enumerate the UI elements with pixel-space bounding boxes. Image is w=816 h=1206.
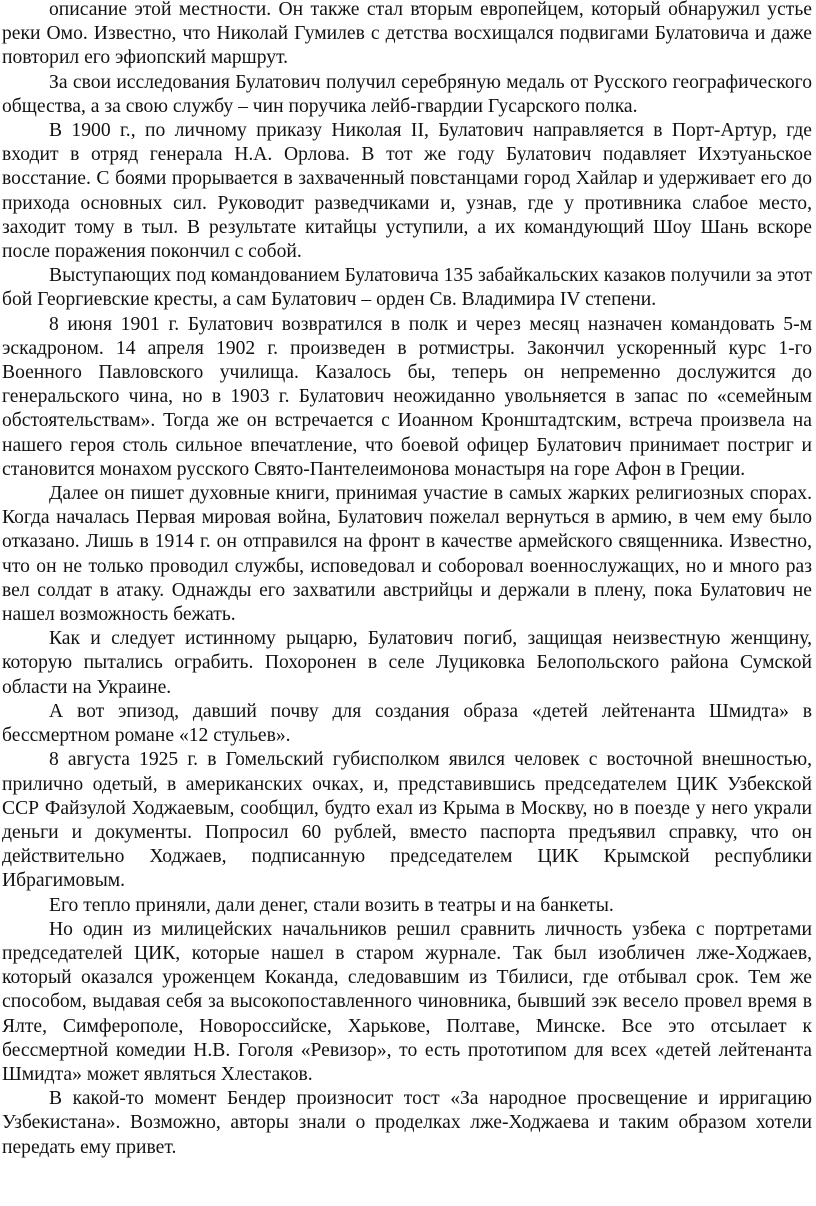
paragraph-6: Далее он пишет духовные книги, принимая участие в самых жарких религиозных спорах. Когда началась Первая мировая война, Булатович пожелал вернуться в армию, в чем ему было отказано. Лишь в 1914 г. он отправился на фронт в качестве армейского священника. Известно, что он не только проводил службы, исповедовал и соборовал военнослужащих, но и много раз вел солдат в атаку. Однажды его захватили австрийцы и держали в плену, пока Булатович не нашел возможность бежать. xyxy=(2,483,812,626)
paragraph-9: 8 августа 1925 г. в Гомельский губисполком явился человек с восточной внешностью, прилично одетый, в американских очках, и, представившись председателем ЦИК Узбекской ССР Файзулой Ходжаевым, сообщил, будто ехал из Крыма в Москву, но в поезде у него украли деньги и документы. Попросил 60 рублей, вместо паспорта предъявил справку, что он действительно Ходжаев, подписанную председателем ЦИК Крымской республики Ибрагимовым. xyxy=(2,749,812,892)
paragraph-3: В 1900 г., по личному приказу Николая II, Булатович направляется в Порт-Артур, где входит в отряд генерала Н.А. Орлова. В тот же году Булатович подавляет Ихэтуаньское восстание. С боями прорывается в захваченный повстанцами город Хайлар и удерживает его до прихода основных сил. Руководит разведчиками и, узнав, где у противника слабое место, заходит тому в тыл. В результате китайцы уступили, а их командующий Шоу Шань вскоре после поражения покончил с собой. xyxy=(2,120,812,263)
paragraph-10: Его тепло приняли, дали денег, стали возить в театры и на банкеты. xyxy=(49,894,614,916)
paragraph-8: А вот эпизод, давший почву для создания образа «детей лейтенанта Шмидта» в бессмертном романе «12 стульев». xyxy=(2,700,812,747)
paragraph-12: В какой-то момент Бендер произносит тост «За народное просвещение и ирригацию Узбекистана». Возможно, авторы знали о проделках лже-Ходжаева и таким образом хотели передать ему привет. xyxy=(2,1088,812,1158)
paragraph-7: Как и следует истинному рыцарю, Булатович погиб, защищая неизвестную женщину, которую пытались ограбить. Похоронен в селе Луциковка Белопольского района Сумской области на Украине. xyxy=(2,628,812,698)
paragraph-11: Но один из милицейских начальников решил сравнить личность узбека с портретами председателей ЦИК, которые нашел в старом журнале. Так был изобличен лже-Ходжаев, который оказался уроженцем Коканда, следовавшим из Тбилиси, где отбывал срок. Тем же способом, выдавая себя за высокопоставленного чиновника, бывший зэк весело провел время в Ялте, Симферополе, Новороссийске, Харькове, Полтаве, Минске. Все это отсылает к бессмертной комедии Н.В. Гоголя «Ревизор», то есть прототипом для всех «детей лейтенанта Шмидта» может являться Хлестаков. xyxy=(2,918,812,1085)
paragraph-4: Выступающих под командованием Булатовича 135 забайкальских казаков получили за этот бой Георгиевские кресты, а сам Булатович – орден Св. Владимира IV степени. xyxy=(2,265,812,311)
paragraph-2: За свои исследования Булатович получил серебряную медаль от Русского географического общества, а за свою службу – чин поручика лейб-гвардии Гусарского полка. xyxy=(2,71,812,117)
paragraph-5: 8 июня 1901 г. Булатович возвратился в полк и через месяц назначен командовать 5-м эскадроном. 14 апреля 1902 г. произведен в ротмистры. Закончил ускоренный курс 1-го Военного Павловского училища. Казалось бы, теперь он непременно дослужится до генеральского чина, но в 1903 г. Булатович неожиданно увольняется в запас по «семейным обстоятельствам». Тогда же он встречается с Иоанном Кронштадтским, встреча произвела на нашего героя столь сильное впечатление, что боевой офицер Булатович принимает постриг и становится монахом русского Свято-Пантелеимонова монастыря на горе Афон в Греции. xyxy=(2,313,812,480)
paragraph-1: описание этой местности. Он также стал вторым европейцем, который обнаружил устье реки Омо. Известно, что Николай Гумилев с детства восхищался подвигами Булатовича и даже повторил его эфиопский маршрут. xyxy=(2,0,812,69)
